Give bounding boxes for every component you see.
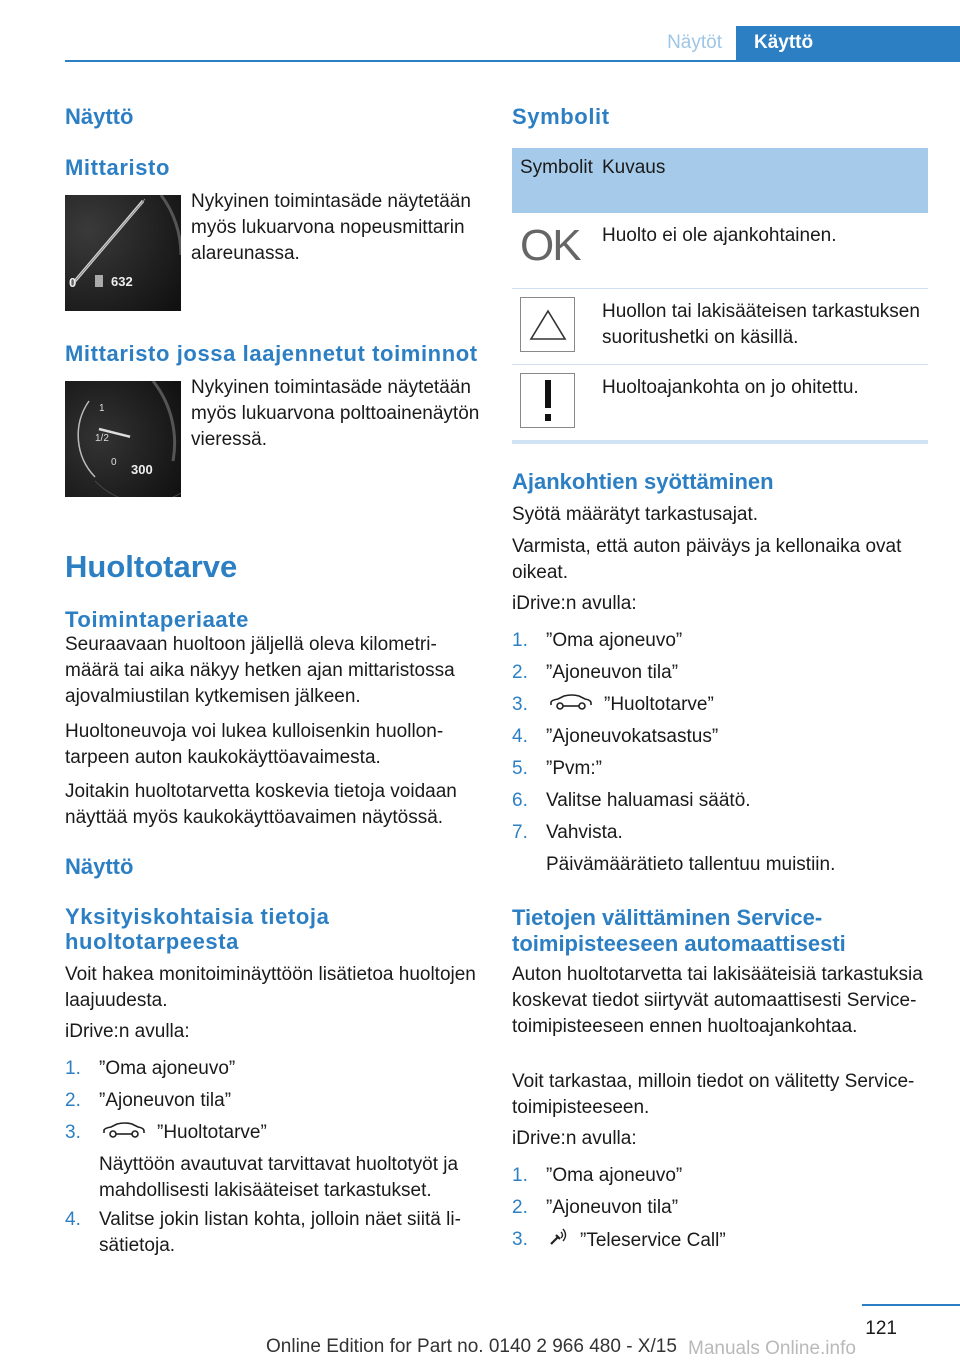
speedometer-image: [65, 195, 181, 311]
footer-rule: [862, 1304, 960, 1306]
step-number: 1.: [512, 630, 528, 651]
list-item: [512, 820, 928, 878]
table-cell-description: Huolto ei ole ajankohtainen.: [602, 225, 837, 246]
triangle-icon: [520, 297, 575, 352]
list-item: [512, 692, 928, 724]
list-item: [512, 628, 928, 660]
list-item: [512, 724, 928, 756]
step-subtext: Päivämäärätieto tallentuu muistiin.: [546, 854, 836, 875]
step-number: 3.: [512, 1229, 528, 1250]
step-text: ”Ajoneuvon tila”: [546, 1197, 679, 1218]
step-text: ”Ajoneuvon tila”: [99, 1090, 232, 1111]
paragraph-ajankohtien-1: Syötä määrätyt tarkastusajat.: [512, 504, 759, 525]
table-bottom-rule: [512, 440, 928, 444]
step-number: 7.: [512, 822, 528, 843]
step-text: ”Ajoneuvon tila”: [546, 662, 679, 683]
step-text: ”Ajoneuvokatsastus”: [546, 726, 719, 747]
header-rule: [65, 60, 960, 62]
paragraph-idrive-right-1: iDrive:n avulla:: [512, 593, 637, 614]
heading-mittaristo: Mittaristo: [65, 155, 170, 180]
ok-symbol: [512, 213, 602, 288]
paragraph-idrive-left: iDrive:n avulla:: [65, 1021, 190, 1042]
teleservice-icon: [548, 1227, 570, 1255]
step-text: ”Oma ajoneuvo”: [546, 1165, 683, 1186]
paragraph-mittaristo-laajennetut: Nykyinen toimintasäde näytetään myös lukuarvona polttoainenäytön vieressä.: [191, 377, 480, 450]
table-header: [512, 148, 928, 213]
list-item: [512, 1227, 928, 1259]
step-text: ”Pvm:”: [546, 758, 602, 779]
step-number: 4.: [65, 1209, 81, 1230]
steps-list-left: [65, 1056, 480, 1259]
heading-toimintaperiaate: Toimintaperiaate: [65, 607, 250, 632]
heading-mittaristo-laajennetut: Mittaristo jossa laajennetut toiminnot: [65, 341, 478, 366]
paragraph-tietojen-2: Voit tarkastaa, milloin tiedot on välitetty Service-toimipisteeseen.: [512, 1071, 915, 1118]
list-item: [512, 756, 928, 788]
table-row: [512, 365, 928, 439]
step-number: 2.: [512, 1197, 528, 1218]
step-subtext: Näyttöön avautuvat tarvittavat huoltotyöt ja mahdollisesti lakisääteiset tarkastukset.: [99, 1154, 459, 1202]
ok-symbol-text: OK: [520, 221, 580, 270]
list-item: [512, 1163, 928, 1195]
step-number: 2.: [512, 662, 528, 683]
table-header-description: Kuvaus: [602, 157, 666, 178]
step-text: ”Oma ajoneuvo”: [99, 1058, 236, 1079]
list-item: [512, 788, 928, 820]
step-text: ”Oma ajoneuvo”: [546, 630, 683, 651]
paragraph-huolto-2: Huoltoneuvoja voi lukea kulloisenkin huollontarpeen auton kaukokäyttöavaimesta.: [65, 721, 444, 768]
paragraph-huolto-1: Seuraavaan huoltoon jäljellä oleva kilometrimäärä tai aika näkyy hetken ajan mittaristossa ajovalmiustilan kytkemisen jälkeen.: [65, 634, 455, 707]
paragraph-tietojen-1: Auton huoltotarvetta tai lakisääteisiä tarkastuksia koskevat tiedot siirtyvät automaattisesti Service-toimipisteeseen ennen huoltoajankohtaa.: [512, 964, 923, 1037]
page-number: 121: [865, 1318, 897, 1339]
footer-edition: Online Edition for Part no. 0140 2 966 480 - X/15: [266, 1336, 677, 1357]
heading-yksityiskohtaisia: Yksityiskohtaisia tietoja huoltotarpeesta: [65, 904, 330, 954]
heading-tietojen-valittaminen: Tietojen välittäminen Servicetoimipisteeseen automaattisesti: [512, 905, 846, 956]
step-number: 6.: [512, 790, 528, 811]
speedometer-range: 632: [111, 274, 133, 289]
fuel-gauge-range: 300: [131, 462, 153, 477]
step-number: 4.: [512, 726, 528, 747]
step-text: Valitse haluamasi säätö.: [546, 790, 751, 811]
paragraph-idrive-right-2: iDrive:n avulla:: [512, 1128, 637, 1149]
list-item: [65, 1120, 480, 1207]
step-text: ”Huoltotarve”: [604, 694, 714, 716]
step-number: 3.: [512, 694, 528, 715]
paragraph-yksityis-1: Voit hakea monitoiminäyttöön lisätietoa huoltojen laajuudesta.: [65, 964, 476, 1011]
heading-naytto-2: Näyttö: [65, 854, 134, 879]
step-number: 1.: [65, 1058, 81, 1079]
table-row: [512, 289, 928, 365]
symbol-table: [512, 148, 928, 439]
list-item: [65, 1088, 480, 1120]
list-item: [65, 1207, 480, 1259]
steps-list-right-1: [512, 628, 928, 878]
speedometer-zero: 0: [69, 275, 77, 290]
fuel-gauge-empty: 0: [111, 457, 117, 468]
header-tab-kaytto[interactable]: Käyttö: [736, 26, 960, 60]
fuel-gauge-half: 1/2: [95, 433, 109, 444]
list-item: [512, 1195, 928, 1227]
table-header-symbols: Symbolit: [520, 157, 593, 178]
paragraph-huolto-3: Joitakin huoltotarvetta koskevia tietoja voidaan näyttää myös kaukokäyttöavaimen näytössä.: [65, 781, 457, 828]
table-cell-description: Huoltoajankohta on jo ohitettu.: [602, 377, 859, 398]
car-icon: [101, 1120, 147, 1146]
step-text: Valitse jokin listan kohta, jolloin näet siitä lisätietoja.: [99, 1209, 461, 1256]
steps-list-right-2: [512, 1163, 928, 1259]
step-number: 2.: [65, 1090, 81, 1111]
step-number: 1.: [512, 1165, 528, 1186]
header-tab-naytot[interactable]: Näytöt: [667, 32, 722, 53]
exclamation-icon: [520, 373, 575, 428]
table-cell-description: Huollon tai lakisääteisen tarkastuksen suoritushetki on käsillä.: [602, 301, 920, 348]
watermark: Manuals Online.info: [688, 1338, 856, 1359]
step-text: ”Huoltotarve”: [157, 1122, 267, 1144]
heading-symbolit: Symbolit: [512, 104, 610, 129]
fuel-gauge-image: [65, 381, 181, 497]
fuel-gauge-full: 1: [99, 403, 105, 414]
step-number: 5.: [512, 758, 528, 779]
paragraph-mittaristo: Nykyinen toimintasäde näytetään myös lukuarvona nopeusmittarin alareunassa.: [191, 191, 471, 264]
list-item: [65, 1056, 480, 1088]
step-text: Vahvista.: [546, 822, 623, 843]
car-icon: [548, 692, 594, 718]
step-text: ”Teleservice Call”: [580, 1230, 726, 1252]
heading-ajankohtien: Ajankohtien syöttäminen: [512, 469, 774, 494]
table-row: [512, 213, 928, 289]
paragraph-ajankohtien-2: Varmista, että auton päiväys ja kellonaika ovat oikeat.: [512, 536, 902, 583]
list-item: [512, 660, 928, 692]
heading-huoltotarve: Huoltotarve: [65, 549, 238, 584]
step-number: 3.: [65, 1122, 81, 1143]
heading-naytto: Näyttö: [65, 104, 134, 129]
